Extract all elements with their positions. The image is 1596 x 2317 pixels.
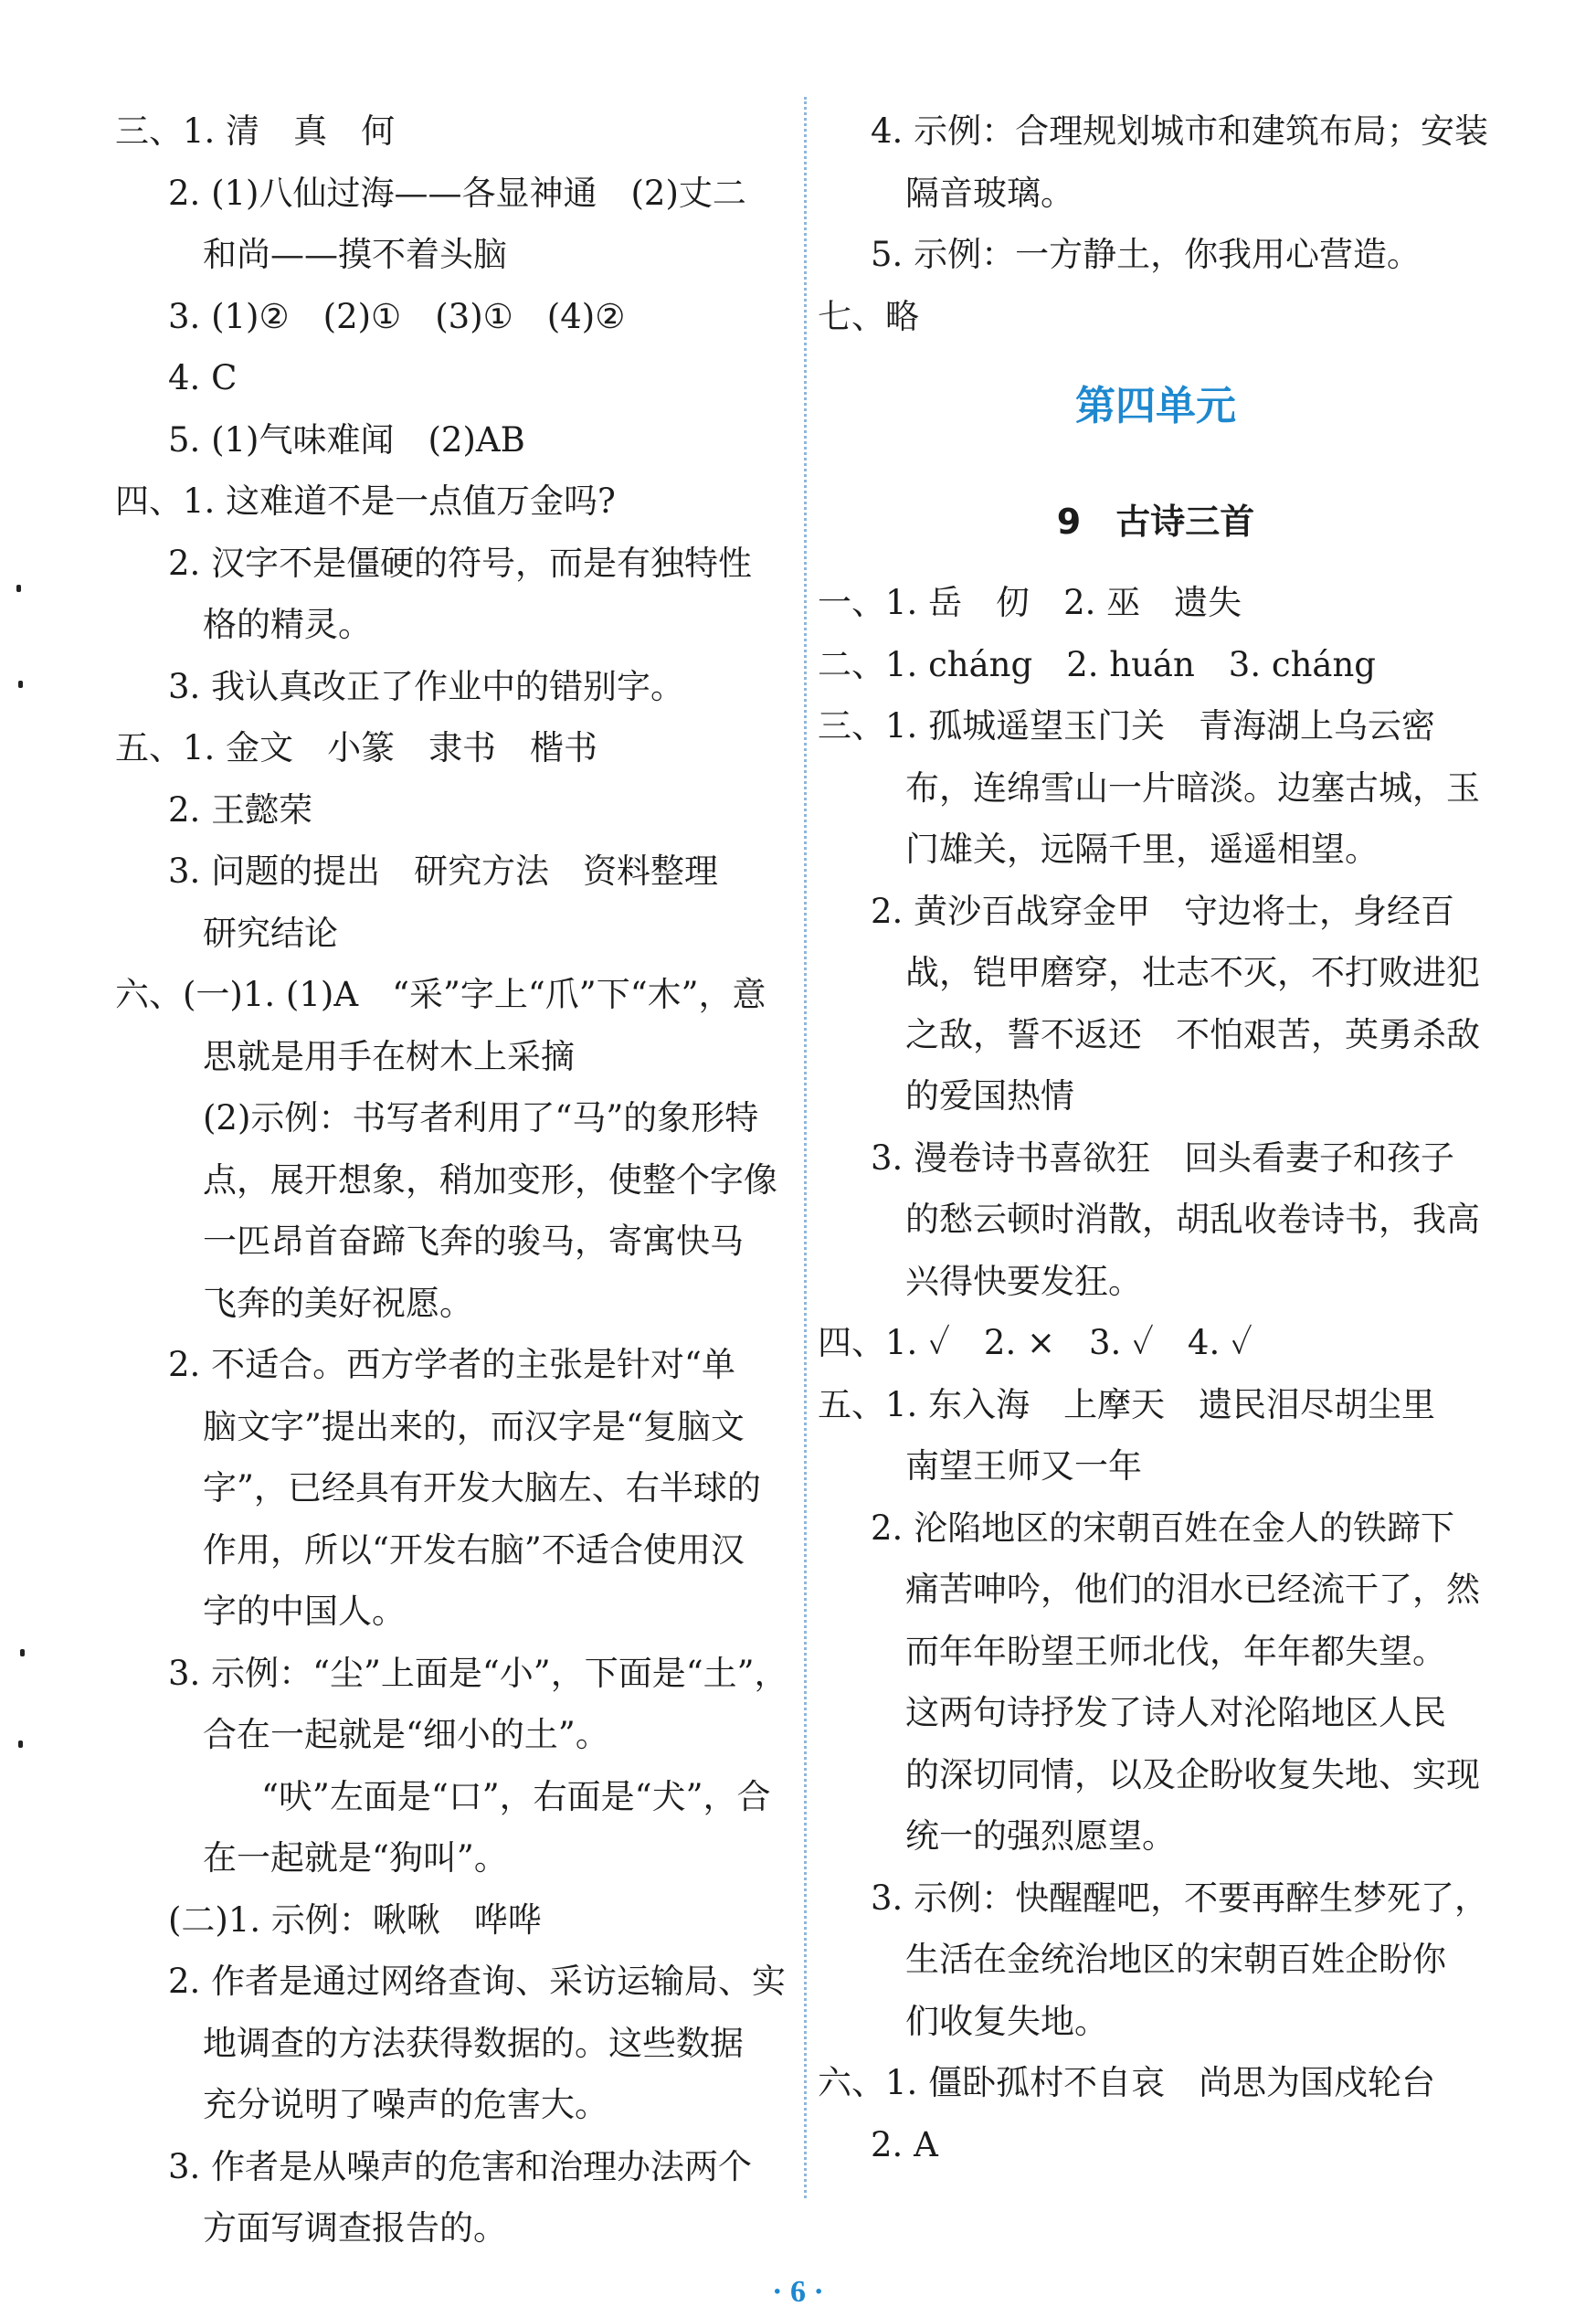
answer-line: 2. 黄沙百战穿金甲 守边将士，身经百 [871, 891, 1455, 931]
answer-line: 3. 我认真改正了作业中的错别字。 [168, 666, 685, 706]
answer-line: 3. 漫卷诗书喜欲狂 回头看妻子和孩子 [871, 1137, 1455, 1178]
answer-line: 4. C [168, 358, 238, 397]
answer-line: 隔音玻璃。 [905, 173, 1074, 213]
answer-line: 统一的强烈愿望。 [905, 1816, 1176, 1856]
answer-line: 痛苦呻吟，他们的泪水已经流干了，然 [905, 1570, 1480, 1609]
answer-line: 的爱国热情 [905, 1076, 1074, 1116]
answer-line: 合在一起就是“细小的土”。 [203, 1715, 609, 1754]
lesson-title: 9 古诗三首 [1056, 502, 1255, 542]
left-column [115, 101, 793, 2259]
answer-line: 一匹昂首奋蹄飞奔的骏马，寄寓快马 [203, 1222, 744, 1261]
answer-line: 2. 王懿荣 [168, 789, 313, 830]
scan-mark [18, 681, 23, 688]
scan-mark [20, 1649, 25, 1656]
answer-line: 格的精灵。 [203, 605, 372, 644]
answer-line: 3. 示例：快醒醒吧，不要再醉生梦死了， [871, 1878, 1489, 1918]
answer-line: (二)1. 示例：啾啾 哗哗 [168, 1899, 542, 1940]
answer-line: 们收复失地。 [905, 2001, 1108, 2041]
answer-line: 布，连绵雪山一片暗淡。边塞古城，玉 [905, 767, 1480, 808]
right-column-top [818, 101, 1494, 347]
answer-line: 战，铠甲磨穿，壮志不灭，不打败进犯 [905, 953, 1480, 992]
answer-line: 的愁云顿时消散，胡乱收卷诗书，我高 [905, 1200, 1480, 1239]
answer-line: 在一起就是“狗叫”。 [203, 1838, 508, 1878]
answer-line: 这两句诗抒发了诗人对沦陷地区人民 [905, 1693, 1446, 1732]
answer-line: 2. 作者是通过网络查询、采访运输局、实 [168, 1962, 787, 2001]
answer-line: 六、(一)1. (1)A “采”字上“爪”下“木”，意 [115, 975, 766, 1014]
right-column [818, 101, 1494, 2175]
answer-line: 的深切同情，以及企盼收复失地、实现 [905, 1754, 1480, 1794]
answer-line: 和尚——摸不着头脑 [203, 235, 507, 274]
answer-line: 六、1. 僵卧孤村不自哀 尚思为国戍轮台 [818, 2063, 1436, 2102]
answer-line: 三、1. 清 真 何 [115, 111, 396, 151]
answer-line: 研究结论 [203, 913, 338, 953]
answer-line: 思就是用手在树木上采摘 [203, 1036, 575, 1076]
answer-line: “吠”左面是“口”，右面是“犬”，合 [261, 1776, 771, 1816]
answer-line: 七、略 [818, 296, 919, 336]
answer-line: 2. 沦陷地区的宋朝百姓在金人的铁蹄下 [871, 1508, 1455, 1548]
answer-line: 2. 汉字不是僵硬的符号，而是有独特性 [168, 543, 753, 583]
answer-line: 字”，已经具有开发大脑左、右半球的 [203, 1468, 761, 1508]
answer-line: 2. 不适合。西方学者的主张是针对“单 [168, 1345, 735, 1384]
answer-line: 点，展开想象，稍加变形，使整个字像 [203, 1159, 777, 1200]
answer-line: 二、1. cháng 2. huán 3. cháng [818, 644, 1376, 684]
unit-title: 第四单元 [1075, 383, 1236, 429]
answer-line: 地调查的方法获得数据的。这些数据 [203, 2023, 744, 2063]
answer-line: 3. 问题的提出 研究方法 资料整理 [168, 852, 719, 891]
answer-line: 兴得快要发狂。 [905, 1261, 1142, 1301]
answer-line: 5. 示例：一方静土，你我用心营造。 [871, 235, 1422, 274]
answer-line: 生活在金统治地区的宋朝百姓企盼你 [905, 1940, 1446, 1979]
answer-line: 三、1. 孤城遥望玉门关 青海湖上乌云密 [818, 706, 1436, 746]
answer-line: 门雄关，远隔千里，遥遥相望。 [905, 830, 1379, 869]
scan-mark [16, 585, 21, 592]
column-divider [804, 97, 807, 2198]
answer-line: 作用，所以“开发右脑”不适合使用汉 [203, 1529, 745, 1570]
answer-line: 5. (1)气味难闻 (2)AB [168, 419, 525, 460]
answer-line: 一、1. 岳 仞 2. 巫 遗失 [818, 583, 1242, 622]
answer-line: 四、1. ✓ 2. × 3. ✓ 4. ✓ [818, 1323, 1252, 1362]
page-number: · 6 · [772, 2275, 824, 2309]
answer-line: 而年年盼望王师北伐，年年都失望。 [905, 1631, 1446, 1671]
answer-line: 3. (1)② (2)① (3)① (4)② [168, 296, 626, 336]
answer-line: 充分说明了噪声的危害大。 [203, 2085, 608, 2124]
answer-line: 五、1. 金文 小篆 隶书 楷书 [115, 728, 598, 767]
answer-line: 四、1. 这难道不是一点值万金吗? [115, 481, 616, 521]
answer-line: 南望王师又一年 [905, 1446, 1142, 1486]
answer-line: 3. 示例：“尘”上面是“小”，下面是“土”， [168, 1653, 788, 1693]
right-column-bottom [818, 572, 1494, 2175]
answer-line: 脑文字”提出来的，而汉字是“复脑文 [203, 1406, 745, 1446]
answer-line: (2)示例：书写者利用了“马”的象形特 [203, 1098, 759, 1137]
answer-line: 3. 作者是从噪声的危害和治理办法两个 [168, 2146, 753, 2186]
answer-line: 字的中国人。 [203, 1592, 406, 1631]
answer-line: 五、1. 东入海 上摩天 遗民泪尽胡尘里 [818, 1384, 1436, 1424]
answer-line: 2. (1)八仙过海——各显神通 (2)丈二 [168, 173, 746, 213]
answer-line: 飞奔的美好祝愿。 [203, 1283, 473, 1323]
answer-line: 之敌，誓不返还 不怕艰苦，英勇杀敌 [905, 1014, 1480, 1054]
answer-line: 2. A [871, 2124, 938, 2164]
answer-line: 方面写调查报告的。 [203, 2208, 507, 2248]
scan-mark [18, 1740, 23, 1748]
answer-line: 4. 示例：合理规划城市和建筑布局；安装 [871, 111, 1489, 151]
